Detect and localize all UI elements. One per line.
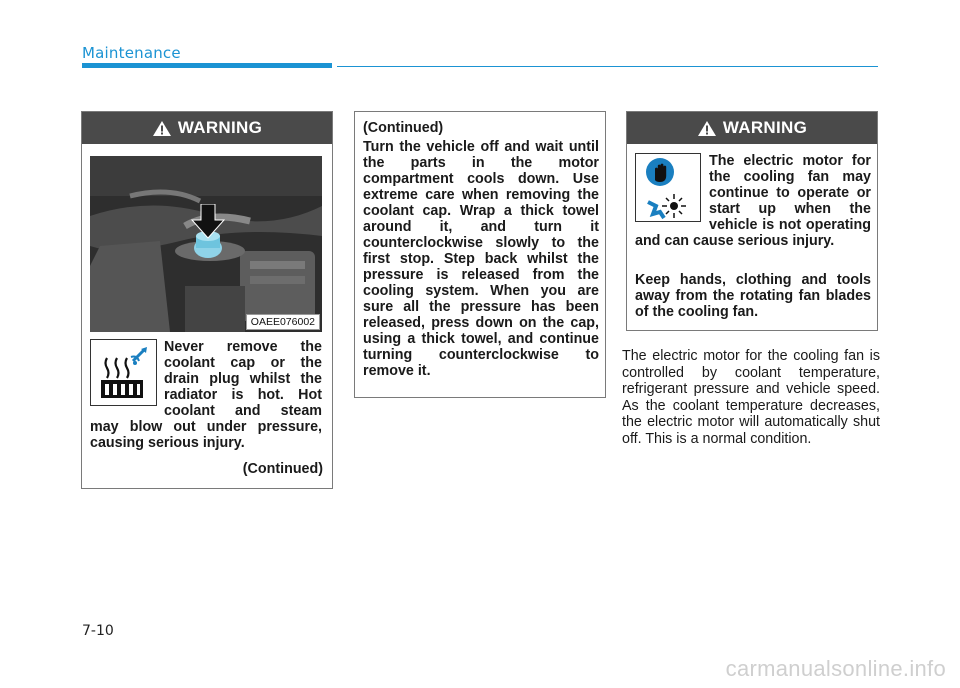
header-rule-thick xyxy=(82,63,332,68)
right-warning-text-1: The electric motor for the cooling fan may continue to operate or start up when the vehicle is not operating and can cause serious injury. xyxy=(635,153,871,249)
arrow-down-icon xyxy=(190,204,226,240)
watermark: carmanualsonline.info xyxy=(725,656,946,681)
right-warning-box xyxy=(626,111,878,331)
header-rule-thin xyxy=(337,66,878,67)
warning-header xyxy=(82,112,332,144)
left-warning-continued: (Continued) xyxy=(242,461,323,477)
warning-triangle-icon xyxy=(152,120,172,137)
warning-triangle-icon xyxy=(697,120,717,137)
left-warning-box xyxy=(81,111,333,489)
middle-continued: (Continued) xyxy=(363,120,444,136)
photo-code: OAEE076002 xyxy=(246,314,320,330)
middle-warning-text: Turn the vehicle off and wait until the parts in the motor compartment cools down. Use extreme care when removing the coolant cap. Wrap a thick towel around it, and turn it counterclockwise slowly to the first stop. Step back whilst the pressure is released from the cooling system. When you are sure all the pressure has been released, press down on the cap, using a thick towel, and continue turning counterclockwise to remove it. xyxy=(363,139,599,379)
engine-bay-photo xyxy=(90,156,322,332)
warning-title: WARNING xyxy=(722,118,808,137)
middle-warning-box xyxy=(354,111,606,398)
page-number: 7-10 xyxy=(82,623,114,639)
body-paragraph: The electric motor for the cooling fan is controlled by coolant temperature, refrigerant pressure and vehicle speed. As the coolant temperature decreases, the electric motor will automatically shut off. This is a normal condition. xyxy=(622,348,880,447)
left-warning-text: Never remove the coolant cap or the drain plug whilst the radiator is hot. Hot coolant and steam may blow out under pressure, causing serious injury. xyxy=(90,339,322,451)
section-title: Maintenance xyxy=(82,44,181,62)
warning-header xyxy=(627,112,877,144)
right-warning-text-2: Keep hands, clothing and tools away from the rotating fan blades of the cooling fan. xyxy=(635,272,871,320)
warning-title: WARNING xyxy=(177,118,263,137)
